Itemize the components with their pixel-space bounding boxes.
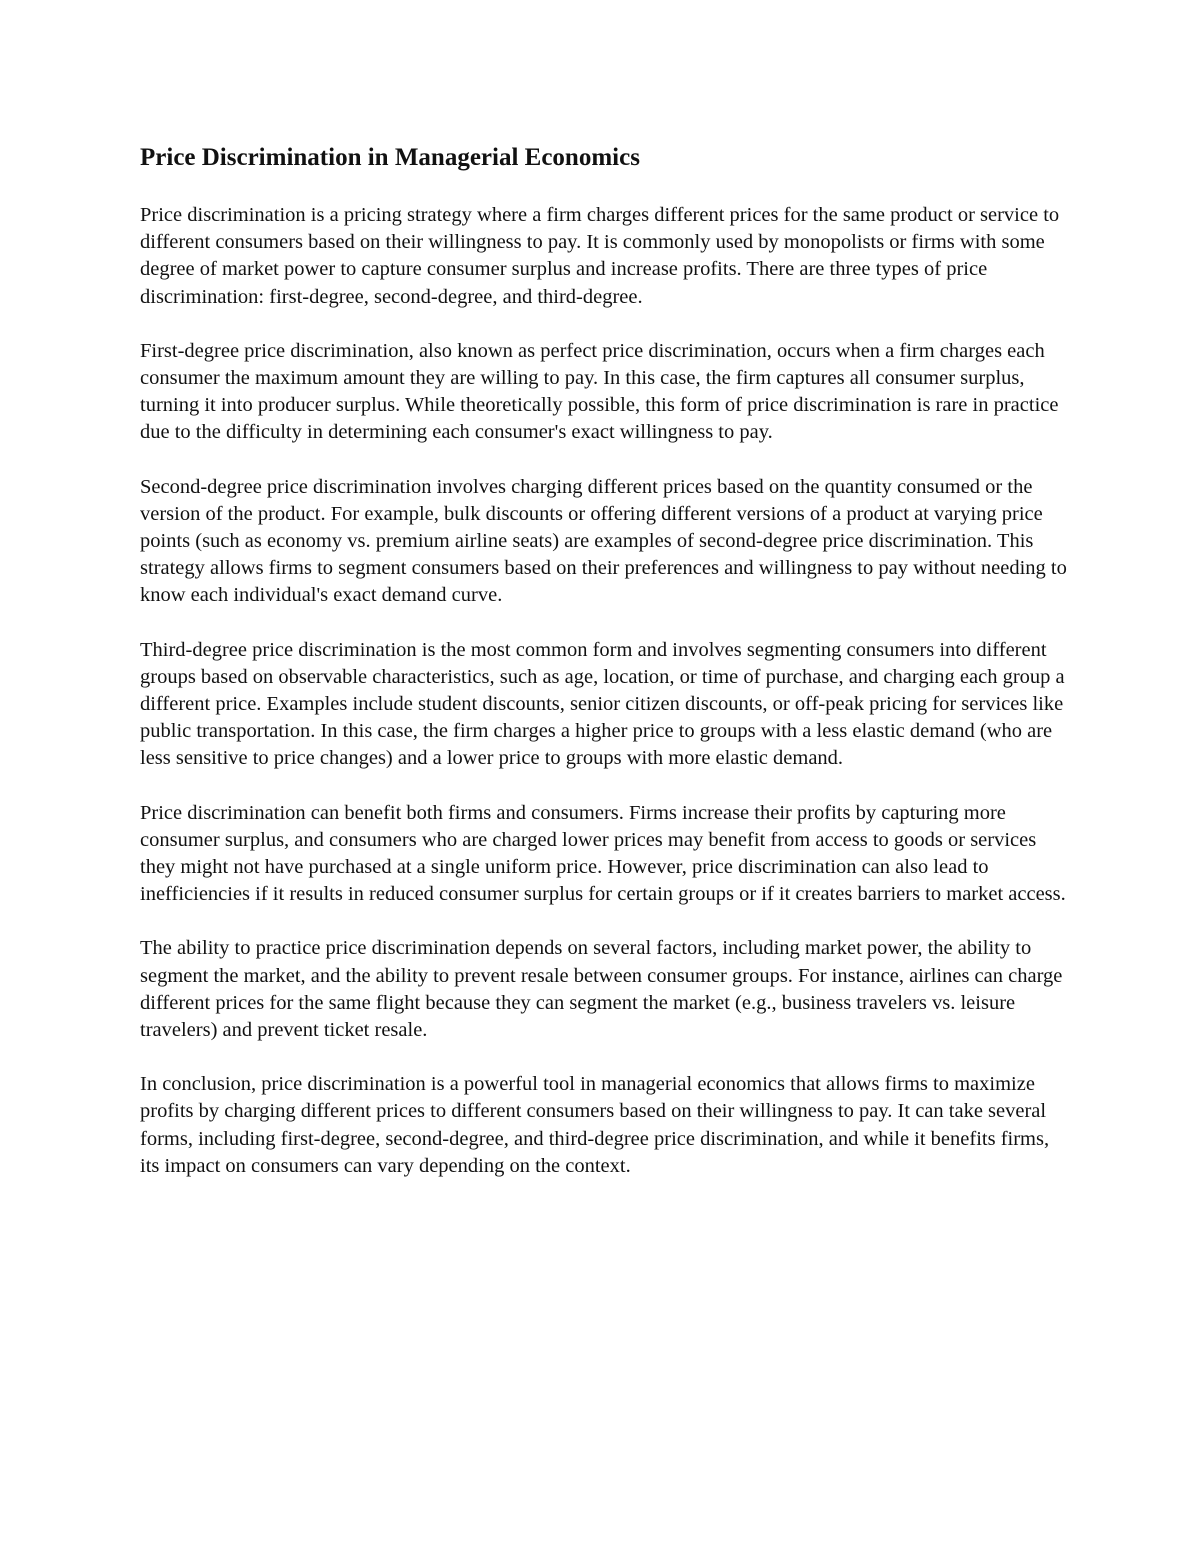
paragraph-second-degree: Second-degree price discrimination involves charging different prices based on the quantity consumed or the version of the product. For example, bulk discounts or offering different versions of a product at varying price points (such as economy vs. premium airline seats) are examples of second-degree price discrimination. This strategy allows firms to segment consumers based on their preferences and willingness to pay without needing to know each individual's exact demand curve. bbox=[140, 475, 1067, 607]
document-body bbox=[140, 140, 1070, 1207]
paragraph-third-degree: Third-degree price discrimination is the most common form and involves segmenting consumers into different groups based on observable characteristics, such as age, location, or time of purchase, and charging each group a different price. Examples include student discounts, senior citizen discounts, or off-peak pricing for services like public transportation. In this case, the firm charges a higher price to groups with a less elastic demand (who are less sensitive to price changes) and a lower price to groups with more elastic demand. bbox=[140, 638, 1065, 770]
paragraph-intro: Price discrimination is a pricing strategy where a firm charges different prices for the same product or service to different consumers based on their willingness to pay. It is commonly used by monopolists or firms with some degree of market power to capture consumer surplus and increase profits. There are three types of price discrimination: first-degree, second-degree, and third-degree. bbox=[140, 204, 1060, 308]
paragraph-conclusion: In conclusion, price discrimination is a powerful tool in managerial economics that allows firms to maximize profits by charging different prices to different consumers based on their willingness to pay. It can take several forms, including first-degree, second-degree, and third-degree price discrimination, and while it benefits firms, its impact on consumers can vary depending on the context. bbox=[140, 1073, 1050, 1177]
document-title: Price Discrimination in Managerial Economics bbox=[140, 144, 640, 171]
paragraph-factors: The ability to practice price discrimination depends on several factors, including market power, the ability to segment the market, and the ability to prevent resale between consumer groups. For instance, airlines can charge different prices for the same flight because they can segment the market (e.g., business travelers vs. leisure travelers) and prevent ticket resale. bbox=[140, 937, 1063, 1042]
paragraph-benefits: Price discrimination can benefit both firms and consumers. Firms increase their profits by capturing more consumer surplus, and consumers who are charged lower prices may benefit from access to goods or services they might not have purchased at a single uniform price. However, price discrimination can also lead to inefficiencies if it results in reduced consumer surplus for certain groups or if it creates barriers to market access. bbox=[140, 801, 1066, 906]
paragraph-first-degree: First-degree price discrimination, also known as perfect price discrimination, occurs when a firm charges each consumer the maximum amount they are willing to pay. In this case, the firm captures all consumer surplus, turning it into producer surplus. While theoretically possible, this form of price discrimination is rare in practice due to the difficulty in determining each consumer's exact willingness to pay. bbox=[140, 339, 1059, 444]
